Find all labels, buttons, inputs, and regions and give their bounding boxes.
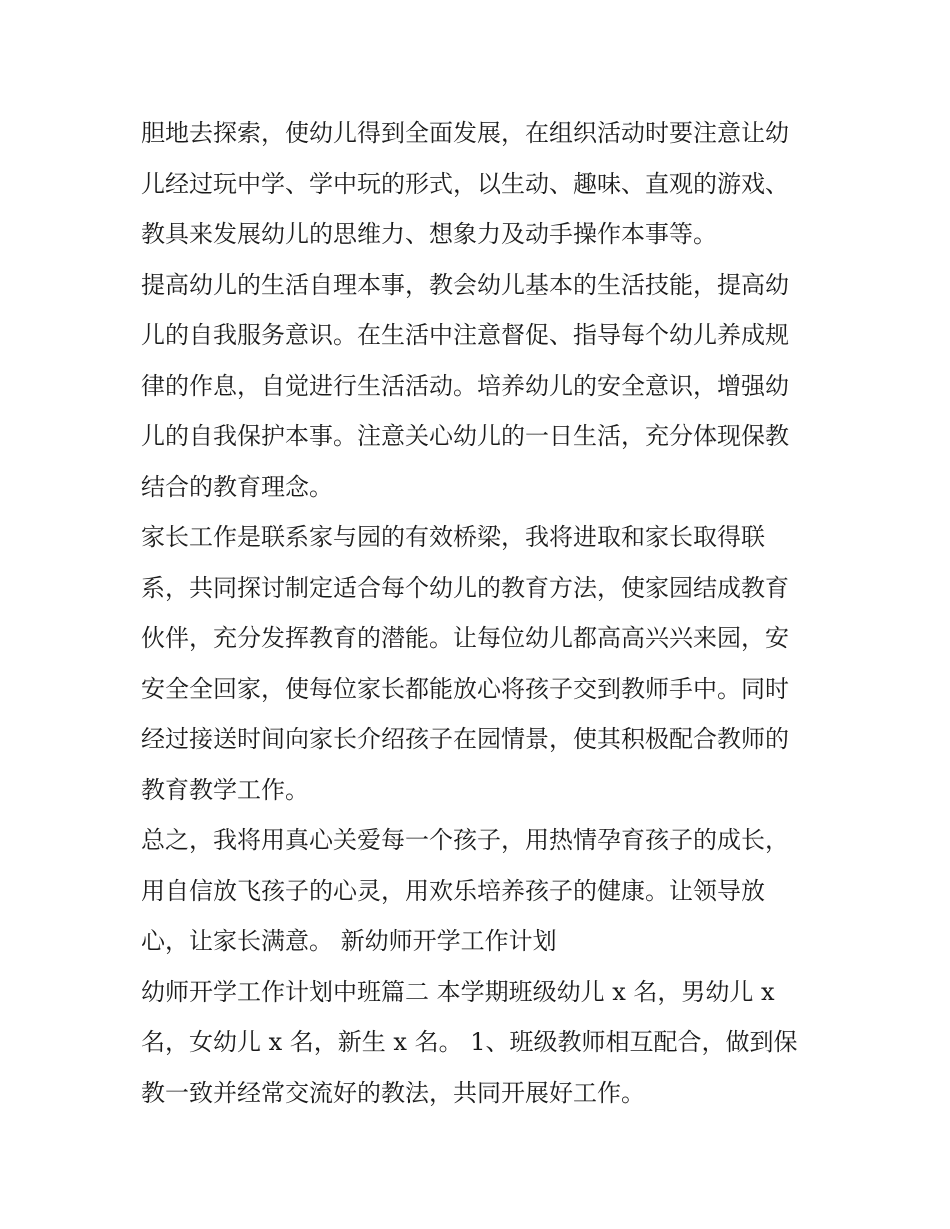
- text-line: 提高幼儿的生活自理本事，教会幼儿基本的生活技能，提高幼: [141, 270, 789, 299]
- text-line: 教育教学工作。: [141, 775, 309, 804]
- text-line: 儿的自我服务意识。在生活中注意督促、指导每个幼儿养成规: [141, 321, 789, 349]
- text-line: 幼师开学工作计划中班篇二 本学期班级幼儿 x 名，男幼儿 x: [141, 977, 775, 1006]
- text-line: 名，女幼儿 x 名，新生 x 名。 1、班级教师相互配合，做到保: [141, 1028, 798, 1056]
- text-line: 总之，我将用真心关爱每一个孩子，用热情孕育孩子的成长，: [141, 826, 789, 854]
- text-line: 伙伴，充分发挥教育的潜能。让每位幼儿都高高兴兴来园，安: [141, 624, 789, 652]
- text-line: 安全全回家，使每位家长都能放心将孩子交到教师手中。同时: [141, 674, 789, 703]
- text-line: 经过接送时间向家长介绍孩子在园情景，使其积极配合教师的: [141, 725, 789, 753]
- text-line: 结合的教育理念。: [141, 472, 333, 501]
- text-line: 家长工作是联系家与园的有效桥梁，我将进取和家长取得联: [141, 523, 765, 551]
- text-line: 教具来发展幼儿的思维力、想象力及动手操作本事等。: [141, 220, 717, 248]
- text-line: 儿的自我保护本事。注意关心幼儿的一日生活，充分体现保教: [141, 422, 789, 450]
- text-line: 教一致并经常交流好的教法，共同开展好工作。: [141, 1078, 645, 1107]
- text-line: 律的作息，自觉进行生活活动。培养幼儿的安全意识，增强幼: [141, 371, 789, 400]
- text-line: 心，让家长满意。 新幼师开学工作计划: [141, 927, 557, 955]
- text-line: 系，共同探讨制定适合每个幼儿的教育方法，使家园结成教育: [141, 573, 789, 602]
- text-line: 胆地去探索，使幼儿得到全面发展，在组织活动时要注意让幼: [141, 119, 789, 147]
- text-line: 用自信放飞孩子的心灵，用欢乐培养孩子的健康。让领导放: [141, 876, 765, 905]
- document-body: [141, 108, 821, 1118]
- text-line: 儿经过玩中学、学中玩的形式，以生动、趣味、直观的游戏、: [141, 169, 789, 198]
